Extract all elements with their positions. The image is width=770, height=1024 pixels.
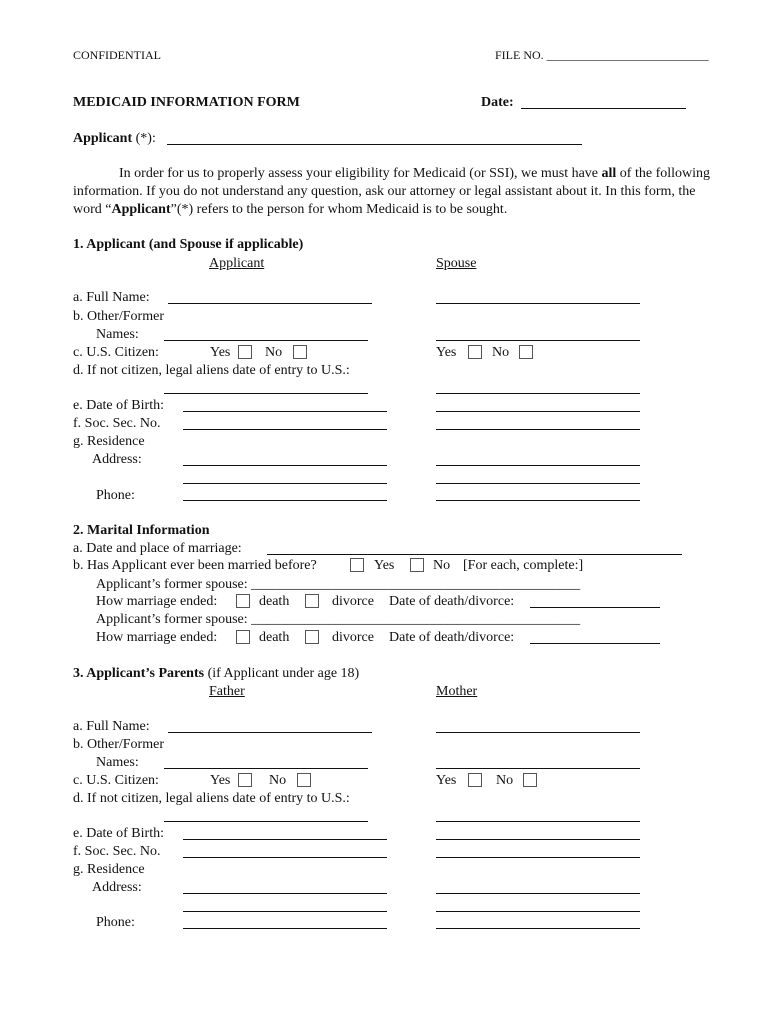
- s1-applicant-yes-checkbox[interactable]: [238, 345, 252, 359]
- s2-date-of-field-2[interactable]: [530, 643, 660, 644]
- s1-spouse-yes-label: Yes: [436, 345, 457, 360]
- s1-residence-label: g. Residence: [73, 434, 145, 449]
- s1-spouse-address-field-2[interactable]: [436, 483, 640, 484]
- applicant-label: Applicant: [73, 131, 133, 146]
- file-number-label: FILE NO. ___________________________: [495, 48, 709, 62]
- s3-father-address-field-1[interactable]: [183, 893, 387, 894]
- s3-father-yes-label: Yes: [210, 773, 231, 788]
- section1-heading: 1. Applicant (and Spouse if applicable): [73, 237, 304, 252]
- s3-mother-entry-date-field[interactable]: [436, 821, 640, 822]
- s1-other-names-label: b. Other/Former: [73, 309, 164, 324]
- s3-mother-address-field-2[interactable]: [436, 911, 640, 912]
- s2-no-checkbox[interactable]: [410, 558, 424, 572]
- s3-other-names-label: b. Other/Former: [73, 737, 164, 752]
- s2-yes-label: Yes: [374, 558, 395, 573]
- s3-father-dob-field[interactable]: [183, 839, 387, 840]
- s3-phone-label: Phone:: [96, 915, 135, 930]
- s3-mother-dob-field[interactable]: [436, 839, 640, 840]
- s3-father-yes-checkbox[interactable]: [238, 773, 252, 787]
- s1-applicant-no-label: No: [265, 345, 283, 360]
- s1-applicant-address-field-1[interactable]: [183, 465, 387, 466]
- s2-divorce-label-2: divorce: [332, 630, 374, 645]
- s1-spouse-other-names-field[interactable]: [436, 340, 640, 341]
- s2-marriage-field[interactable]: [267, 554, 682, 555]
- s3-father-entry-date-field[interactable]: [164, 821, 368, 822]
- applicant-marker: (*):: [132, 131, 156, 146]
- intro-bold-applicant: Applicant: [111, 202, 171, 217]
- intro-text-2: of the following information. If you do not understand any question, ask our attorney or legal assistant about it. In this form, the word “: [73, 166, 711, 217]
- form-title: MEDICAID INFORMATION FORM: [73, 95, 300, 110]
- applicant-name-field[interactable]: [167, 144, 582, 145]
- s3-father-other-names-field[interactable]: [164, 768, 368, 769]
- s3-mother-yes-label: Yes: [436, 773, 457, 788]
- applicant-line-label: [73, 131, 156, 147]
- s3-father-no-label: No: [269, 773, 287, 788]
- intro-paragraph: [73, 165, 713, 219]
- s2-yes-checkbox[interactable]: [350, 558, 364, 572]
- s3-mother-no-label: No: [496, 773, 514, 788]
- s2-death-checkbox-2[interactable]: [236, 630, 250, 644]
- s2-death-label-1: death: [259, 594, 290, 609]
- s2-how-ended-label-2: How marriage ended:: [96, 630, 218, 645]
- s2-date-of-label-1: Date of death/divorce:: [389, 594, 515, 609]
- intro-bold-all: all: [601, 166, 617, 181]
- s2-divorce-label-1: divorce: [332, 594, 374, 609]
- section2-heading: 2. Marital Information: [73, 523, 210, 538]
- s2-marriage-label: a. Date and place of marriage:: [73, 541, 242, 556]
- s1-spouse-no-label: No: [492, 345, 510, 360]
- s3-mother-phone-field[interactable]: [436, 928, 640, 929]
- s3-mother-ssn-field[interactable]: [436, 857, 640, 858]
- s2-death-checkbox-1[interactable]: [236, 594, 250, 608]
- s1-spouse-no-checkbox[interactable]: [519, 345, 533, 359]
- s1-address-label: Address:: [92, 452, 142, 467]
- s3-father-ssn-field[interactable]: [183, 857, 387, 858]
- s3-not-citizen-label: d. If not citizen, legal aliens date of entry to U.S.:: [73, 791, 350, 806]
- s1-phone-label: Phone:: [96, 488, 135, 503]
- s3-names-label: Names:: [96, 755, 139, 770]
- s3-father-address-field-2[interactable]: [183, 911, 387, 912]
- s1-spouse-ssn-field[interactable]: [436, 429, 640, 430]
- s3-residence-label: g. Residence: [73, 862, 145, 877]
- s2-former-spouse-label-2: Applicant’s former spouse: _______________________________________________: [96, 612, 581, 627]
- s1-full-name-label: a. Full Name:: [73, 290, 150, 305]
- date-field[interactable]: [521, 108, 686, 109]
- intro-text-3: ”(*) refers to the person for whom Medicaid is to be sought.: [170, 202, 508, 217]
- s3-father-no-checkbox[interactable]: [297, 773, 311, 787]
- s3-mother-yes-checkbox[interactable]: [468, 773, 482, 787]
- s1-citizen-label: c. U.S. Citizen:: [73, 345, 159, 360]
- s2-how-ended-label-1: How marriage ended:: [96, 594, 218, 609]
- s3-father-full-name-field[interactable]: [168, 732, 372, 733]
- s1-dob-label: e. Date of Birth:: [73, 398, 164, 413]
- s1-spouse-entry-date-field[interactable]: [436, 393, 640, 394]
- s1-spouse-yes-checkbox[interactable]: [468, 345, 482, 359]
- s3-father-phone-field[interactable]: [183, 928, 387, 929]
- s2-no-label: No: [433, 558, 451, 573]
- s3-citizen-label: c. U.S. Citizen:: [73, 773, 159, 788]
- s3-mother-no-checkbox[interactable]: [523, 773, 537, 787]
- section3-heading: [73, 666, 359, 682]
- s1-spouse-address-field-1[interactable]: [436, 465, 640, 466]
- s1-spouse-dob-field[interactable]: [436, 411, 640, 412]
- s1-ssn-label: f. Soc. Sec. No.: [73, 416, 161, 431]
- s1-applicant-ssn-field[interactable]: [183, 429, 387, 430]
- s2-death-label-2: death: [259, 630, 290, 645]
- s1-spouse-full-name-field[interactable]: [436, 303, 640, 304]
- section3-col-mother: Mother: [436, 684, 478, 699]
- section1-col-applicant: Applicant: [209, 256, 265, 271]
- section3-heading-title: 3. Applicant’s Parents: [73, 666, 205, 681]
- s1-applicant-entry-date-field[interactable]: [164, 393, 368, 394]
- s1-applicant-dob-field[interactable]: [183, 411, 387, 412]
- section1-col-spouse: Spouse: [436, 256, 477, 271]
- s2-for-each-label: [For each, complete:]: [463, 558, 584, 573]
- s3-mother-other-names-field[interactable]: [436, 768, 640, 769]
- s2-date-of-label-2: Date of death/divorce:: [389, 630, 515, 645]
- s1-spouse-phone-field[interactable]: [436, 500, 640, 501]
- section3-col-father: Father: [209, 684, 245, 699]
- s1-applicant-yes-label: Yes: [210, 345, 231, 360]
- s3-mother-full-name-field[interactable]: [436, 732, 640, 733]
- s2-divorce-checkbox-2[interactable]: [305, 630, 319, 644]
- s3-dob-label: e. Date of Birth:: [73, 826, 164, 841]
- section3-heading-note: (if Applicant under age 18): [204, 666, 360, 681]
- s2-date-of-field-1[interactable]: [530, 607, 660, 608]
- s1-not-citizen-label: d. If not citizen, legal aliens date of entry to U.S.:: [73, 363, 350, 378]
- date-label: Date:: [481, 95, 514, 110]
- intro-text-1: In order for us to properly assess your eligibility for Medicaid (or SSI), we must have: [119, 166, 602, 181]
- s3-full-name-label: a. Full Name:: [73, 719, 150, 734]
- s3-address-label: Address:: [92, 880, 142, 895]
- s1-applicant-address-field-2[interactable]: [183, 483, 387, 484]
- s1-applicant-other-names-field[interactable]: [164, 340, 368, 341]
- s1-names-label: Names:: [96, 327, 139, 342]
- s2-married-before-label: b. Has Applicant ever been married before?: [73, 558, 317, 573]
- s3-ssn-label: f. Soc. Sec. No.: [73, 844, 161, 859]
- s1-applicant-full-name-field[interactable]: [168, 303, 372, 304]
- s2-divorce-checkbox-1[interactable]: [305, 594, 319, 608]
- s1-applicant-no-checkbox[interactable]: [293, 345, 307, 359]
- s1-applicant-phone-field[interactable]: [183, 500, 387, 501]
- s2-former-spouse-label-1: Applicant’s former spouse: _______________________________________________: [96, 577, 581, 592]
- s3-mother-address-field-1[interactable]: [436, 893, 640, 894]
- confidential-label: CONFIDENTIAL: [73, 48, 161, 62]
